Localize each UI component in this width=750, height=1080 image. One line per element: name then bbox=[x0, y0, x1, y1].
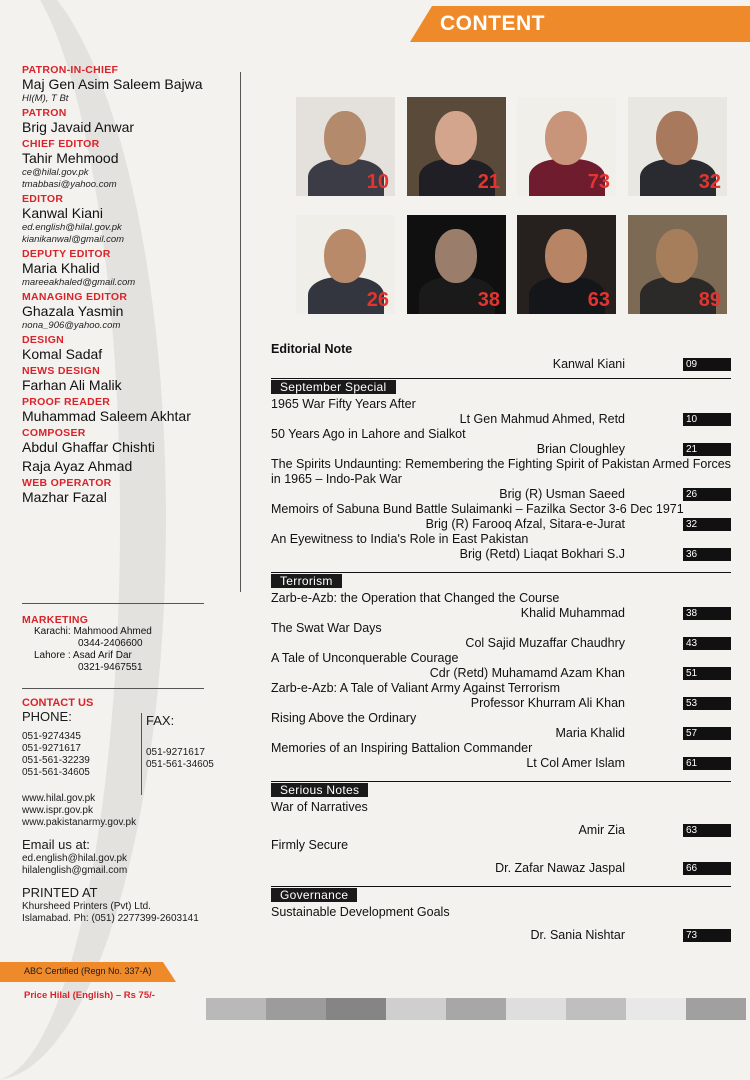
page-number-box: 36 bbox=[683, 548, 731, 561]
photo-page-number: 63 bbox=[587, 289, 610, 311]
masthead-detail: ce@hilal.gov.pk bbox=[22, 167, 89, 178]
toc-entry bbox=[271, 532, 731, 562]
toc-title: An Eyewitness to India's Role in East Pakistan bbox=[271, 532, 529, 546]
marketing-line: Karachi: Mahmood Ahmed bbox=[34, 626, 152, 637]
contributor-photo bbox=[628, 97, 727, 196]
toc-title: Rising Above the Ordinary bbox=[271, 711, 417, 725]
color-strip bbox=[566, 998, 626, 1020]
toc-entry bbox=[271, 711, 731, 741]
toc-author: Dr. Sania Nishtar bbox=[530, 928, 625, 942]
fax-number: 051-9271617 bbox=[146, 747, 205, 758]
photo-figure-head bbox=[656, 111, 698, 165]
section-rule bbox=[271, 781, 731, 782]
color-strip bbox=[686, 998, 746, 1020]
section-rule bbox=[271, 886, 731, 887]
photo-figure-head bbox=[435, 229, 477, 283]
page-title: CONTENT bbox=[440, 12, 545, 35]
fax-list bbox=[146, 747, 214, 771]
toc-entry bbox=[271, 681, 731, 711]
toc-title: 1965 War Fifty Years After bbox=[271, 397, 416, 411]
masthead-role: NEWS DESIGN bbox=[22, 365, 100, 377]
page-number-box: 38 bbox=[683, 607, 731, 620]
section-label: Serious Notes bbox=[271, 783, 368, 797]
toc-title: Memoirs of Sabuna Bund Battle Sulaimanki – Fazilka Sector 3-6 Dec 1971 bbox=[271, 502, 684, 516]
masthead-role: MANAGING EDITOR bbox=[22, 291, 128, 303]
section-label: Governance bbox=[271, 888, 357, 902]
email-address: ed.english@hilal.gov.pk bbox=[22, 853, 128, 864]
color-strip bbox=[386, 998, 446, 1020]
toc-entry bbox=[271, 651, 731, 681]
photo-page-number: 26 bbox=[366, 289, 389, 311]
page-number-box: 51 bbox=[683, 667, 731, 680]
photo-figure-head bbox=[324, 111, 366, 165]
toc-entry bbox=[271, 397, 731, 427]
table-of-contents bbox=[271, 342, 731, 943]
toc-entry bbox=[271, 591, 731, 621]
toc-title: Sustainable Development Goals bbox=[271, 905, 450, 919]
masthead-name: Maj Gen Asim Saleem Bajwa bbox=[22, 76, 203, 92]
photo-page-number: 10 bbox=[366, 171, 389, 193]
color-strip bbox=[206, 998, 266, 1020]
color-strip bbox=[266, 998, 326, 1020]
printed-label: PRINTED AT bbox=[22, 885, 98, 900]
marketing-block bbox=[22, 614, 232, 674]
page-number-box: 32 bbox=[683, 518, 731, 531]
page-number-box: 63 bbox=[683, 824, 731, 837]
toc-author: Cdr (Retd) Muhamamd Azam Khan bbox=[429, 666, 625, 680]
section-rule bbox=[271, 378, 731, 379]
color-strip bbox=[446, 998, 506, 1020]
contact-title: CONTACT US bbox=[22, 697, 94, 709]
website-link: www.ispr.gov.pk bbox=[22, 805, 93, 816]
phone-label: PHONE: bbox=[22, 709, 72, 724]
section-label: Terrorism bbox=[271, 574, 342, 588]
photo-page-number: 21 bbox=[477, 171, 500, 193]
toc-title: Zarb-e-Azb: the Operation that Changed the Course bbox=[271, 591, 560, 605]
toc-author: Brig (Retd) Liaqat Bokhari S.J bbox=[459, 547, 625, 561]
photo-page-number: 32 bbox=[698, 171, 721, 193]
page-number-box: 21 bbox=[683, 443, 731, 456]
masthead-role: WEB OPERATOR bbox=[22, 477, 112, 489]
section-rule bbox=[271, 572, 731, 573]
masthead-detail: kianikanwal@gmail.com bbox=[22, 234, 125, 245]
color-strip bbox=[506, 998, 566, 1020]
contributor-photo bbox=[517, 215, 616, 314]
toc-author: Brig (R) Farooq Afzal, Sitara-e-Jurat bbox=[425, 517, 625, 531]
section-header bbox=[271, 886, 731, 902]
toc-author: Khalid Muhammad bbox=[520, 606, 625, 620]
toc-entry bbox=[271, 741, 731, 771]
masthead-name: Komal Sadaf bbox=[22, 346, 103, 362]
toc-title: Memories of an Inspiring Battalion Commander bbox=[271, 741, 533, 755]
contributor-photo bbox=[407, 97, 506, 196]
marketing-rule bbox=[22, 603, 204, 604]
section-header bbox=[271, 781, 731, 797]
page-number-box: 09 bbox=[683, 358, 731, 371]
contact-rule bbox=[22, 688, 204, 689]
masthead-role: COMPOSER bbox=[22, 427, 86, 439]
masthead-name: Ghazala Yasmin bbox=[22, 303, 124, 319]
phone-number: 051-561-34605 bbox=[22, 767, 90, 778]
masthead-name: Muhammad Saleem Akhtar bbox=[22, 408, 191, 424]
toc-entry bbox=[271, 621, 731, 651]
page-number-box: 73 bbox=[683, 929, 731, 942]
masthead-detail: nona_906@yahoo.com bbox=[22, 320, 121, 331]
masthead-role: PATRON bbox=[22, 107, 67, 119]
phone-number: 051-561-32239 bbox=[22, 755, 90, 766]
page-number-box: 10 bbox=[683, 413, 731, 426]
photo-figure-head bbox=[324, 229, 366, 283]
section-label: September Special bbox=[271, 380, 396, 394]
toc-title: The Swat War Days bbox=[271, 621, 382, 635]
masthead-detail: mareeakhaled@gmail.com bbox=[22, 277, 136, 288]
masthead-role: EDITOR bbox=[22, 193, 64, 205]
page-number-box: 26 bbox=[683, 488, 731, 501]
masthead-name: Brig Javaid Anwar bbox=[22, 119, 135, 135]
toc-author: Professor Khurram Ali Khan bbox=[470, 696, 625, 710]
masthead-role: PATRON-IN-CHIEF bbox=[22, 64, 119, 76]
website-link: www.pakistanarmy.gov.pk bbox=[22, 817, 137, 828]
marketing-line: 0321-9467551 bbox=[78, 662, 143, 673]
toc-entry bbox=[271, 838, 731, 876]
printer-line: Islamabad. Ph: (051) 2277399-2603141 bbox=[22, 913, 199, 924]
toc-author: Brig (R) Usman Saeed bbox=[499, 487, 625, 501]
marketing-title: MARKETING bbox=[22, 614, 89, 626]
toc-title: A Tale of Unconquerable Courage bbox=[271, 651, 459, 665]
email-label: Email us at: bbox=[22, 837, 90, 852]
contributor-photo bbox=[296, 97, 395, 196]
photo-page-number: 89 bbox=[698, 289, 721, 311]
contact-block bbox=[22, 697, 242, 925]
photo-page-number: 38 bbox=[477, 289, 500, 311]
phone-number: 051-9274345 bbox=[22, 731, 81, 742]
toc-author: Maria Khalid bbox=[555, 726, 625, 740]
price-label: Price Hilal (English) – Rs 75/- bbox=[24, 990, 155, 1001]
toc-title: Zarb-e-Azb: A Tale of Valiant Army Against Terrorism bbox=[271, 681, 561, 695]
masthead-detail: ed.english@hilal.gov.pk bbox=[22, 222, 122, 233]
page-number-box: 53 bbox=[683, 697, 731, 710]
page-number-box: 57 bbox=[683, 727, 731, 740]
masthead-role: PROOF READER bbox=[22, 396, 111, 408]
toc-author: Amir Zia bbox=[578, 823, 625, 837]
masthead-name: Mazhar Fazal bbox=[22, 489, 107, 505]
page-number-box: 43 bbox=[683, 637, 731, 650]
masthead-role: CHIEF EDITOR bbox=[22, 138, 100, 150]
contributor-photo bbox=[407, 215, 506, 314]
toc-title: War of Narratives bbox=[271, 800, 368, 814]
website-link: www.hilal.gov.pk bbox=[22, 793, 96, 804]
photo-figure-head bbox=[656, 229, 698, 283]
toc-author: Dr. Zafar Nawaz Jaspal bbox=[495, 861, 625, 875]
marketing-line: Lahore : Asad Arif Dar bbox=[34, 650, 132, 661]
abc-certified: ABC Certified (Regn No. 337-A) bbox=[24, 966, 152, 976]
toc-author: Brian Cloughley bbox=[536, 442, 625, 456]
masthead-role: DESIGN bbox=[22, 334, 65, 346]
toc-entry bbox=[271, 502, 731, 532]
masthead-name: Tahir Mehmood bbox=[22, 150, 119, 166]
email-address: hilalenglish@gmail.com bbox=[22, 865, 128, 876]
masthead-name: Farhan Ali Malik bbox=[22, 377, 122, 393]
section-header bbox=[271, 572, 731, 588]
page-number-box: 66 bbox=[683, 862, 731, 875]
toc-title: Editorial Note bbox=[271, 342, 353, 356]
email-list bbox=[22, 853, 242, 877]
toc-author: Lt Gen Mahmud Ahmed, Retd bbox=[459, 412, 625, 426]
fax-number: 051-561-34605 bbox=[146, 759, 214, 770]
printer-info bbox=[22, 901, 242, 925]
section-header bbox=[271, 378, 731, 394]
masthead-role: DEPUTY EDITOR bbox=[22, 248, 111, 260]
phone-number: 051-9271617 bbox=[22, 743, 81, 754]
masthead-detail: tmabbasi@yahoo.com bbox=[22, 179, 117, 190]
masthead-spacer bbox=[22, 506, 242, 508]
toc-author: Kanwal Kiani bbox=[552, 357, 625, 371]
color-strip bbox=[626, 998, 686, 1020]
color-strip bbox=[326, 998, 386, 1020]
contributor-photo bbox=[628, 215, 727, 314]
website-list bbox=[22, 793, 242, 829]
masthead-name: Abdul Ghaffar Chishti bbox=[22, 439, 155, 455]
marketing-line: 0344-2406600 bbox=[78, 638, 143, 649]
printer-line: Khursheed Printers (Pvt) Ltd. bbox=[22, 901, 151, 912]
toc-title: Firmly Secure bbox=[271, 838, 349, 852]
toc-author: Col Sajid Muzaffar Chaudhry bbox=[465, 636, 625, 650]
masthead-name: Kanwal Kiani bbox=[22, 205, 103, 221]
masthead bbox=[22, 64, 242, 508]
contributor-photo bbox=[296, 215, 395, 314]
toc-title: The Spirits Undaunting: Remembering the Fighting Spirit of Pakistan Armed Forces in 1965 – Indo-Pak War bbox=[271, 457, 731, 486]
fax-label: FAX: bbox=[146, 713, 175, 728]
photo-page-number: 73 bbox=[587, 171, 610, 193]
contributor-photo bbox=[517, 97, 616, 196]
photo-figure-head bbox=[545, 229, 587, 283]
toc-entry bbox=[271, 457, 731, 502]
masthead-detail: HI(M), T Bt bbox=[22, 93, 69, 104]
fax-divider bbox=[141, 713, 142, 795]
toc-entry bbox=[271, 800, 731, 838]
masthead-name: Maria Khalid bbox=[22, 260, 100, 276]
masthead-divider bbox=[240, 72, 241, 592]
photo-figure-head bbox=[545, 111, 587, 165]
toc-entry bbox=[271, 905, 731, 943]
masthead-name: Raja Ayaz Ahmad bbox=[22, 458, 133, 474]
page-number-box: 61 bbox=[683, 757, 731, 770]
toc-entry bbox=[271, 427, 731, 457]
toc-entry bbox=[271, 342, 731, 372]
toc-title: 50 Years Ago in Lahore and Sialkot bbox=[271, 427, 466, 441]
toc-author: Lt Col Amer Islam bbox=[526, 756, 625, 770]
photo-figure-head bbox=[435, 111, 477, 165]
